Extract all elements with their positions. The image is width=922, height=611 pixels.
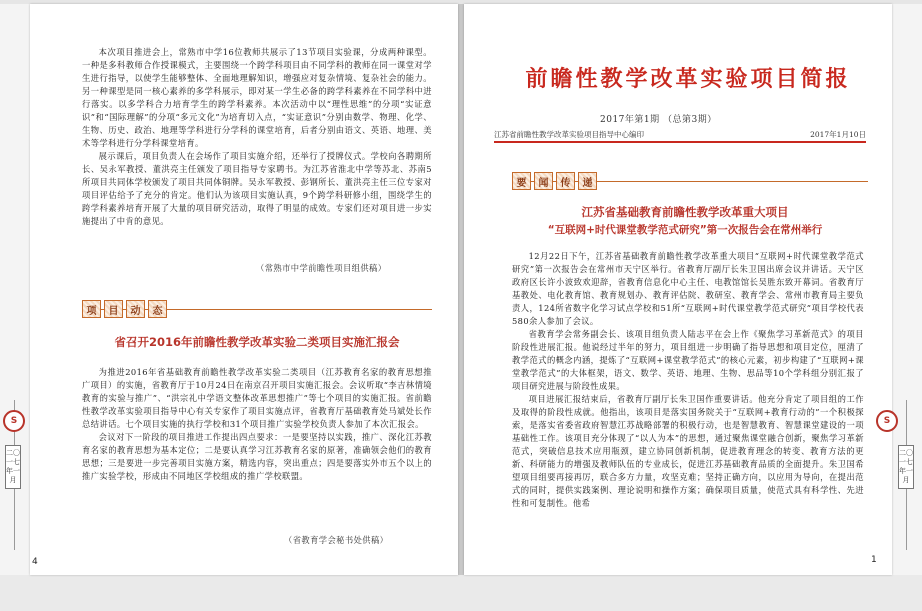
publisher: 江苏省前瞻性教学改革实验项目指导中心编印	[494, 130, 644, 139]
right-margin	[892, 4, 922, 575]
section-tag-char: 传	[556, 172, 575, 190]
viewer-bottom-area	[0, 575, 922, 611]
left-margin	[0, 4, 30, 575]
section-tag-char: 闻	[534, 172, 553, 190]
side-date-tab: 二〇一七年一月	[5, 445, 21, 489]
page-number: 4	[32, 557, 38, 567]
section-tag-char: 动	[126, 300, 145, 318]
section-tag-key-news	[512, 172, 597, 190]
section-tag-project-news	[82, 300, 167, 318]
headline-line-2: “互联网+时代课堂教学范式研究”第一次报告会在常州举行	[547, 224, 823, 236]
logo-icon: S	[876, 410, 898, 432]
article-title: 省召开2016年前瞻性教学改革实验二类项目实施汇报会	[114, 335, 400, 349]
news-paragraph: 12月22日下午，江苏省基础教育前瞻性教学改革重大项目“互联网+时代课堂教学范式研究”第一次报告会在常州市天宁区举行。省教育厅副厅长朱卫国出席会议并讲话。天宁区政府区长许小波致欢迎辞，省教育信息化中心主任、电教馆馆长吴胜东致开幕词。省教育厅基教处、电化教育馆、教育规划办、教育评估院、教研室、教育学会、常州市教育局主要负责人，124所省数字化学习试点学校和51所“互联网+时代课堂教学范式研究”项目学校代表580余人参加了会议。	[512, 251, 864, 326]
section-tag-char: 要	[512, 172, 531, 190]
article-source: （省教育学会秘书处供稿）	[284, 535, 389, 545]
intro-paragraph: 本次项目推进会上，常熟市中学16位教师共展示了13节项目实验课，分成两种课型。一种是多科教师合作授课模式，主要围绕一个跨学科项目由不同学科的教师在同一课堂对学生进行指导，以使学生能够整体、全面地理解知识，增强应对复杂情境、复杂社会的能力。另一种课型是同一核心素养的多学科展示，即对某一学生必备的跨学科素养在不同学科中进行落实。以多学科合力培育学生的跨学科素养。本次活动中以“理性思维”的分项“实证意识”和“国际理解”的分项“多元文化”为培育切入点，“实证意识”分别由数学、物理、化学、生物、历史、政治、地理等学科进行分学科的课堂培育，后者分别由语文、英语、地理、美术等学科进行分学科课堂培育。	[82, 47, 432, 148]
intro-paragraph: 展示课后，项目负责人在会场作了项目实施介绍，还举行了授牌仪式。学校向各聘期所长、吴永军教授、董洪亮主任颁发了项目指导专家聘书。为江苏省淮北中学等苏北、苏南5所项目共同体学校颁发了项目共同体铜牌。吴永军教授、彭钢所长、董洪亮主任三位专家对项目评估给予了充分的肯定。他们认为该项目实施认真，9个跨学科研修小组，围绕学生的跨学科素养培育开展了大量的项目研究活动，取得了明显的成效。专家们还对项目进一步实施提出了中肯的意见。	[82, 151, 432, 226]
section-tag-char: 递	[578, 172, 597, 190]
news-body	[512, 250, 864, 566]
section-tag-char: 态	[148, 300, 167, 318]
logo-icon: S	[3, 410, 25, 432]
intro-text	[82, 46, 432, 251]
publish-date: 2017年1月10日	[810, 130, 866, 139]
section-tag-char: 目	[104, 300, 123, 318]
side-date-tab: 二〇一七年一月	[898, 445, 914, 489]
headline-line-1: 江苏省基础教育前瞻性教学改革重大项目	[581, 205, 789, 219]
left-page	[30, 4, 458, 575]
masthead-meta	[494, 129, 866, 140]
issue-number: 2017年第1期 （总第3期）	[600, 115, 717, 125]
news-paragraph: 项目进展汇报结束后，省教育厅副厅长朱卫国作重要讲话。他充分肯定了项目组的工作及取得的阶段性成就。他指出，该项目是落实国务院关于“互联网+教育行动的”一个积极探索，是落实省委省政府智慧江苏战略部署的积极行动，也是智慧教育、智慧课堂建设的一项基础性工作。该项目充分体现了“以人为本”的思想，通过聚焦课堂融合创新，聚焦学习革新范式，突破信息技术应用瓶颈，建立协同创新机制，促进教育理念的转变、教育方法的更新、科研能力的增强及教师队伍的专业成长，促进江苏基础教育品质的全面提升。朱卫国希望项目组要再接再厉，联合多方力量，攻坚克难；坚持正确方向，以应用为导向，在提出范式的同时，提供实践案例、理论说明和操作方案；确保项目质量，使范式具有科学性、先进性和可复制性。他希	[512, 394, 864, 508]
article-paragraph: 为推进2016年省基础教育前瞻性教学改革实验二类项目（江苏教育名家的教育思想推广项目）的实施，省教育厅于10月24日在南京召开项目实施汇报会。会议听取“李吉林情境教育的实验与推广”、“洪宗礼中学语文整体改革思想推广”等七个项目的实施汇报。省前瞻性教学改革实验项目指导中心有关专家作了项目实施点评，省教育厅基础教育处马斌处长作总结讲话。七个项目实施的执行学校和31个项目推广实验学校负责人参加了本次汇报会。	[82, 367, 432, 429]
masthead-title: 前瞻性教学改革实验项目简报	[525, 66, 851, 92]
masthead-rule	[494, 141, 866, 143]
article-paragraph: 会议对下一阶段的项目推进工作提出四点要求：一是要坚持以实践，推广、深化江苏教育名家的教育思想为基本定位；二是要认真学习江苏教育名家的原著，准确领会他们的教育思想；三是要进一步完善项目实施方案，精选内容，突出重点；四是要落实外市五个以上的推广实验学校，形成由不同地区学校组成的推广学校联盟。	[82, 432, 432, 481]
article-body	[82, 366, 432, 516]
section-tag-char: 项	[82, 300, 101, 318]
news-paragraph: 省教育学会常务副会长、该项目组负责人陆志平在会上作《聚焦学习革新范式》的项目阶段性进展汇报。他说经过半年的努力，项目组进一步明确了指导思想和项目定位，厘清了教学范式的概念内涵，提炼了“互联网+课堂教学范式”的核心元素，初步构建了“互联网+课堂教学范式”的大体框架，语文、数学、英语、地理、生物、思品等10个学科组分别汇报了项目研究进展与阶段性成果。	[512, 329, 864, 391]
intro-source: （常熟市中学前瞻性项目组供稿）	[256, 263, 387, 273]
page-number: 1	[871, 555, 877, 565]
